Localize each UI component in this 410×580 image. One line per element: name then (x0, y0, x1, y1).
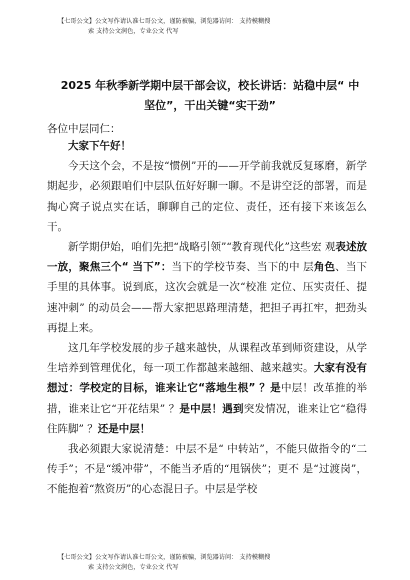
paragraph (47, 338, 367, 439)
article-body (47, 136, 367, 500)
paragraph-text: 、当下手里的具体事。说到底，这次会就是一次“校准 定位、压实责任、提速冲刺” 的动员会——帮大家把思路理清楚，把担子再扛牢，把劲头再提上来。 (47, 261, 368, 334)
paragraph-text: 当下的学校节奏、当下的中 层 (171, 261, 314, 274)
banner-line-2: 索 支持公文润色，专业公文 代写 (88, 564, 179, 571)
highlighted-text: 还是中层！ (97, 422, 151, 435)
highlighted-text: 角色 (313, 261, 336, 274)
salutation: 各位中层同仁： (47, 123, 121, 135)
document-title: 2025 年秋季新学期中层干部会议，校长讲话：站稳中层“ 中坚位”，干出关键“实干劲” (60, 79, 360, 112)
paragraph-text: 这几年学校发展的步子越来越快，从课程改革到师资建设，从学生培养到管理优化，每一项工作都越来越细、越来越实。 (47, 342, 367, 375)
footer-banner (58, 553, 358, 573)
banner-line-1: 【七哥公文】公文写作请认准七哥公文，谨防被骗，浏览器访问： 支持模糊搜 (58, 554, 271, 561)
paragraph-text: 我必须跟大家说清楚：中层不是“ 中转站”，不能只做指令的“二传手”；不是“缓冲带”，不能当矛盾的“甩锅侠”；更不 是“过渡岗”，不能抱着“熬资历”的心态混日子。中层是学校 (47, 443, 367, 496)
highlighted-text: 大家有没有想过：学校定的目标，谁来让它“落地生根” ？是 (47, 362, 368, 395)
highlighted-text: 大家下午好！ (68, 140, 131, 152)
banner-line-1: 【七哥公文】公文写作请认准七哥公文，谨防被骗，浏览器访问： 支持模糊搜 (58, 18, 271, 25)
paragraph (47, 156, 367, 237)
paragraph-text: 今天这个会，不是按“惯例”开的——开学前我就反复琢磨，新学期起步，必须跟咱们中层队伍好好聊一聊。不是讲空泛的部署，而是掏心窝子说点实在话，聊聊自己的定位、责任，还有接下来该怎么干。 (47, 160, 367, 233)
paragraph (47, 136, 367, 156)
paragraph-text: 突发情况，谁来让它“稳得住阵脚” ？ (47, 402, 368, 435)
header-banner (58, 17, 358, 37)
paragraph-text: 中层！改革推的举措，谁来让它“开花结果” ？ (47, 382, 367, 415)
highlighted-text: 是中层！遇到 (179, 402, 244, 415)
paragraph (47, 237, 367, 338)
banner-line-2: 索 支持公文润色，专业公文 代写 (88, 28, 179, 35)
paragraph (47, 439, 367, 500)
highlighted-text: 表述放一放，聚焦三个“ 当下”： (47, 241, 368, 274)
paragraph-text: 新学期伊始，咱们先把“战略引领”“教育现代化”这些宏 观 (68, 241, 336, 254)
